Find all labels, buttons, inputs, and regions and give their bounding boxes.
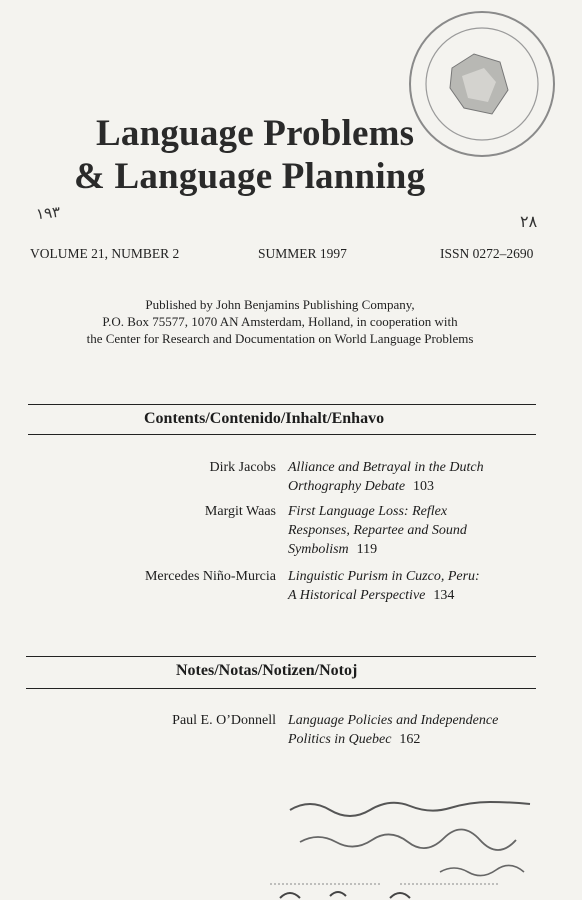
publisher-line: the Center for Research and Documentation on World Language Problems	[86, 331, 474, 346]
arabic-library-stamp-icon	[270, 780, 570, 900]
divider	[26, 656, 536, 657]
entry-page: 119	[356, 542, 378, 557]
entry-title[interactable]	[288, 711, 524, 749]
publisher-info	[40, 296, 520, 347]
notes-heading: Notes/Notas/Notizen/Notoj	[176, 662, 358, 679]
journal-title-line2: & Language Planning	[74, 156, 426, 197]
entry-title[interactable]	[288, 502, 524, 559]
entry-page: 134	[433, 588, 455, 603]
entry-title-line: Responses, Repartee and Sound	[288, 523, 467, 538]
divider	[26, 688, 536, 689]
entry-author: Paul E. O’Donnell	[172, 713, 276, 728]
entry-author: Dirk Jacobs	[209, 460, 276, 475]
entry-title-line: Alliance and Betrayal in the Dutch	[288, 460, 484, 475]
publisher-line: P.O. Box 75577, 1070 AN Amsterdam, Holland, in cooperation with	[102, 314, 458, 329]
journal-title-line1: Language Problems	[96, 113, 415, 154]
entry-author: Margit Waas	[204, 504, 276, 519]
entry-title-line: Orthography Debate	[288, 479, 406, 494]
entry-title-line: First Language Loss: Reflex	[288, 504, 448, 519]
handwritten-note-right: ٢٨	[520, 212, 538, 231]
entry-title-line: Politics in Quebec	[288, 732, 392, 747]
entry-title-line: Linguistic Purism in Cuzco, Peru:	[288, 569, 480, 584]
volume-number: VOLUME 21, NUMBER 2	[30, 246, 180, 261]
entry-page: 103	[413, 479, 435, 494]
entry-author: Mercedes Niño-Murcia	[144, 569, 276, 584]
entry-title-line: Symbolism	[288, 542, 349, 557]
issn: ISSN 0272–2690	[440, 246, 534, 261]
entry-title[interactable]	[288, 458, 524, 496]
divider	[28, 404, 536, 405]
issue-season: SUMMER 1997	[258, 246, 347, 261]
entry-page: 162	[399, 732, 421, 747]
entry-title-line: A Historical Perspective	[288, 588, 426, 603]
entry-title[interactable]	[288, 567, 524, 605]
entry-title-line: Language Policies and Independence	[288, 713, 499, 728]
publisher-line: Published by John Benjamins Publishing Company,	[145, 297, 415, 312]
handwritten-note-left: ١٩٣	[35, 202, 62, 224]
contents-heading: Contents/Contenido/Inhalt/Enhavo	[144, 410, 385, 427]
journal-title	[74, 112, 425, 198]
library-stamp-icon	[404, 6, 560, 162]
divider	[28, 434, 536, 435]
